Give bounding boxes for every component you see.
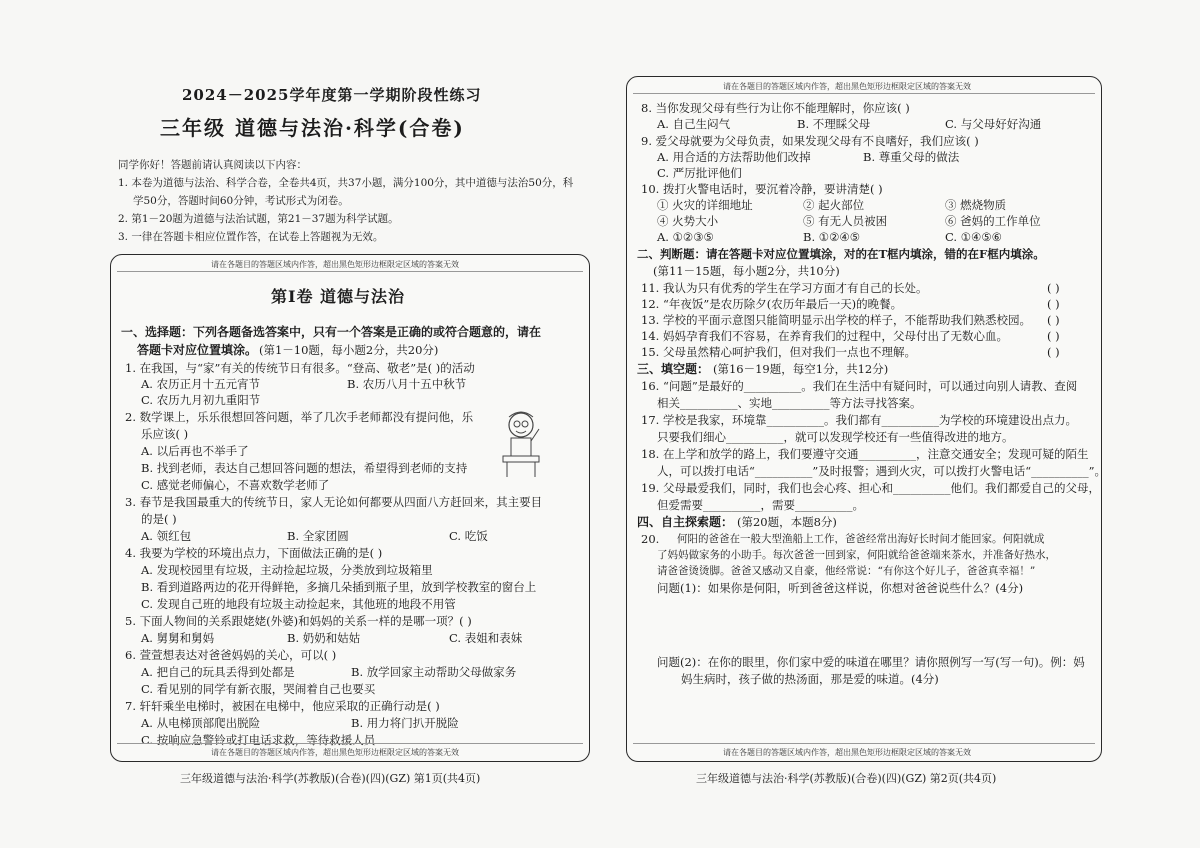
question-stem: 的是( ) (141, 512, 177, 526)
note-line-2: 学50分，答题时间60分钟，考试形式为闭卷。 (133, 195, 349, 207)
section3-heading: 三、填空题： (637, 362, 710, 376)
section4-score: (第20题，本题8分) (737, 515, 837, 529)
judge-item: 15. 父母虽然精心呵护我们，但对我们一点也不理解。 (641, 345, 916, 359)
q10-item: ② 起火部位 (803, 198, 865, 212)
frame-note-bottom: 请在各题目的答题区域内作答，超出黑色矩形边框限定区域的答案无效 (723, 748, 971, 757)
fill-line: 16. “问题”是最好的__________。我们在生活中有疑问时，可以通过向别人请教、查阅 (641, 379, 1078, 393)
frame-note-bottom: 请在各题目的答题区域内作答，超出黑色矩形边框限定区域的答案无效 (211, 748, 459, 757)
answer-paren: ( ) (1047, 297, 1060, 311)
option: C. 农历九月初九重阳节 (141, 393, 261, 407)
question-stem: 4. 我要为学校的环境出点力，下面做法正确的是( ) (125, 546, 383, 560)
section2-heading: 二、判断题：请在答题卡对应位置填涂，对的在T框内填涂，错的在F框内填涂。 (637, 247, 1045, 261)
option: B. ①②④⑤ (803, 230, 861, 244)
exam-title: 2024－2025学年度第一学期阶段性练习 (182, 86, 482, 104)
option: A. 自己生闷气 (657, 117, 731, 131)
option: B. 尊重父母的做法 (863, 150, 960, 164)
option: A. 以后再也不举手了 (141, 444, 249, 458)
option: A. 用合适的方法帮助他们改掉 (657, 150, 811, 164)
option: A. 农历正月十五元宵节 (141, 377, 261, 391)
q20-text: 何阳的爸爸在一般大型渔船上工作，爸爸经常出海好长时间才能回家。何阳就成 (677, 533, 1045, 545)
answer-paren: ( ) (1047, 345, 1060, 359)
option: A. 舅舅和舅妈 (141, 631, 215, 645)
note-line-3: 2. 第1－20题为道德与法治试题，第21－37题为科学试题。 (118, 213, 399, 225)
option: C. 感觉老师偏心，不喜欢数学老师了 (141, 478, 330, 492)
section1-heading: 一、选择题：下列各题备选答案中，只有一个答案是正确的或符合题意的，请在 (121, 325, 542, 339)
option: C. 看见别的同学有新衣服，哭闹着自己也要买 (141, 682, 376, 696)
page-footer-right: 三年级道德与法治·科学(苏教版)(合卷)(四)(GZ) 第2页(共4页) (696, 772, 997, 785)
option: B. 用力将门扒开脱险 (351, 716, 459, 730)
option: C. 严厉批评他们 (657, 166, 742, 180)
judge-item: 11. 我认为只有优秀的学生在学习方面才有自己的长处。 (641, 281, 928, 295)
answer-frame-right (626, 76, 1107, 762)
frame-divider (633, 93, 1095, 94)
section3-score: (第16－19题，每空1分，共12分) (713, 362, 889, 376)
fill-line: 但爱需要__________，需要__________。 (657, 498, 864, 512)
q10-item: ③ 燃烧物质 (945, 198, 1007, 212)
q20-text: 请爸爸烫烫脚。爸爸又感动又自豪，他经常说：“有你这个好儿子，爸爸真幸福！” (657, 565, 1036, 577)
option: B. 奶奶和姑姑 (287, 631, 361, 645)
option: B. 全家团圆 (287, 529, 349, 543)
question-stem: 8. 当你发现父母有些行为让你不能理解时，你应该( ) (641, 101, 910, 115)
answer-frame-left (110, 254, 590, 762)
answer-paren: ( ) (1047, 329, 1060, 343)
option: B. 不理睬父母 (797, 117, 871, 131)
q10-item: ① 火灾的详细地址 (657, 198, 753, 212)
frame-divider (117, 743, 583, 744)
note-line-1: 1. 本卷为道德与法治、科学合卷，全卷共4页，共37小题，满分100分，其中道德与法治50分，科 (118, 177, 574, 189)
q20-part1: 问题(1)：如果你是何阳，听到爸爸这样说，你想对爸爸说些什么？(4分) (657, 581, 1024, 595)
q10-item: ④ 火势大小 (657, 214, 719, 228)
question-stem: 乐应该( ) (141, 427, 189, 441)
question-stem: 3. 春节是我国最重大的传统节日，家人无论如何都要从四面八方赶回来，其主要目 (125, 495, 543, 509)
section1-heading-2: 答题卡对应位置填涂。 (137, 343, 258, 357)
fill-line: 相关__________、实地__________等方法寻找答案。 (657, 396, 922, 410)
fill-line: 人，可以拨打电话“__________”及时报警；遇到火灾，可以拨打火警电话“__________”。 (657, 464, 1107, 478)
option: B. 放学回家主动帮助父母做家务 (351, 665, 517, 679)
q20-part2-cont: 妈生病时，孩子做的热汤面，那是爱的味道。(4分) (681, 672, 939, 686)
option: C. 按响应急警铃或打电话求救，等待救援人员 (141, 733, 376, 747)
option: C. ①④⑤⑥ (945, 230, 1002, 244)
frame-note-top: 请在各题目的答题区域内作答，超出黑色矩形边框限定区域的答案无效 (723, 82, 971, 91)
question-stem: 6. 萱萱想表达对爸爸妈妈的关心，可以( ) (125, 648, 337, 662)
frame-note-top: 请在各题目的答题区域内作答，超出黑色矩形边框限定区域的答案无效 (211, 260, 459, 269)
student-illustration (499, 409, 545, 479)
answer-paren: ( ) (1047, 313, 1060, 327)
question-stem: 5. 下面人物间的关系跟姥姥(外婆)和妈妈的关系一样的是哪一项？( ) (125, 614, 472, 628)
q10-item: ⑥ 爸妈的工作单位 (945, 214, 1041, 228)
judge-item: 13. 学校的平面示意图只能简明显示出学校的样子，不能帮助我们熟悉校园。 (641, 313, 1031, 327)
option: A. 把自己的玩具丢得到处都是 (141, 665, 295, 679)
fill-line: 18. 在上学和放学的路上，我们要遵守交通__________，注意交通安全；发现可疑的陌生 (641, 447, 1089, 461)
option: B. 农历八月十五中秋节 (347, 377, 467, 391)
fill-line: 17. 学校是我家，环境靠__________。我们都有__________为学校的环境建设出点力。 (641, 413, 1077, 427)
section4-heading: 四、自主探索题： (637, 515, 734, 529)
option: C. 吃饭 (449, 529, 488, 543)
q20-part2: 问题(2)：在你的眼里，你们家中爱的味道在哪里？请你照例写一写(写一句)。例：妈 (657, 655, 1085, 669)
option: C. 表姐和表妹 (449, 631, 523, 645)
option: A. 从电梯顶部爬出脱险 (141, 716, 261, 730)
question-stem: 10. 拨打火警电话时，要沉着冷静，要讲清楚( ) (641, 182, 883, 196)
question-stem: 1. 在我国，与“家”有关的传统节日有很多。“登高、敬老”是( )的活动 (125, 361, 475, 375)
q20-number: 20. (641, 532, 660, 546)
frame-divider (117, 271, 583, 272)
answer-paren: ( ) (1047, 281, 1060, 295)
note-line-4: 3. 一律在答题卡相应位置作答，在试卷上答题视为无效。 (118, 231, 384, 243)
option: B. 看到道路两边的花开得鲜艳，多摘几朵插到瓶子里，放到学校教室的窗台上 (141, 580, 537, 594)
fill-line: 只要我们细心__________，就可以发现学校还有一些值得改进的地方。 (657, 430, 1014, 444)
volume-title: 第Ⅰ卷 道德与法治 (271, 287, 406, 306)
option: A. 发现校园里有垃圾，主动捡起垃圾，分类放到垃圾箱里 (141, 563, 433, 577)
question-stem: 2. 数学课上，乐乐很想回答问题，举了几次手老师都没有提问他，乐 (125, 410, 474, 424)
subject-title: 三年级 道德与法治·科学(合卷) (160, 116, 465, 140)
question-stem: 9. 爱父母就要为父母负责，如果发现父母有不良嗜好，我们应该( ) (641, 134, 979, 148)
greeting: 同学你好！答题前请认真阅读以下内容： (118, 159, 307, 171)
section1-score: (第1－10题，每小题2分，共20分) (259, 343, 439, 357)
section2-score: (第11－15题，每小题2分，共10分) (653, 264, 840, 278)
option: A. 领红包 (141, 529, 192, 543)
option: C. 发现自己班的地段有垃圾主动捡起来，其他班的地段不用管 (141, 597, 456, 611)
fill-line: 19. 父母最爱我们，同时，我们也会心疼、担心和__________他们。我们都爱自己的父母， (641, 481, 1100, 495)
option: C. 与父母好好沟通 (945, 117, 1042, 131)
question-stem: 7. 轩轩乘坐电梯时，被困在电梯中，他应采取的正确行动是( ) (125, 699, 440, 713)
q20-text: 了妈妈做家务的小助手。每次爸爸一回到家，何阳就给爸爸端来茶水，并准备好热水， (657, 549, 1056, 561)
q10-item: ⑤ 有无人员被困 (803, 214, 888, 228)
option: A. ①②③⑤ (657, 230, 714, 244)
judge-item: 12. “年夜饭”是农历除夕(农历年最后一天)的晚餐。 (641, 297, 903, 311)
option: B. 找到老师，表达自己想回答问题的想法，希望得到老师的支持 (141, 461, 468, 475)
judge-item: 14. 妈妈孕育我们不容易，在养育我们的过程中，父母付出了无数心血。 (641, 329, 1008, 343)
page-footer-left: 三年级道德与法治·科学(苏教版)(合卷)(四)(GZ) 第1页(共4页) (180, 772, 481, 785)
frame-divider (633, 743, 1095, 744)
